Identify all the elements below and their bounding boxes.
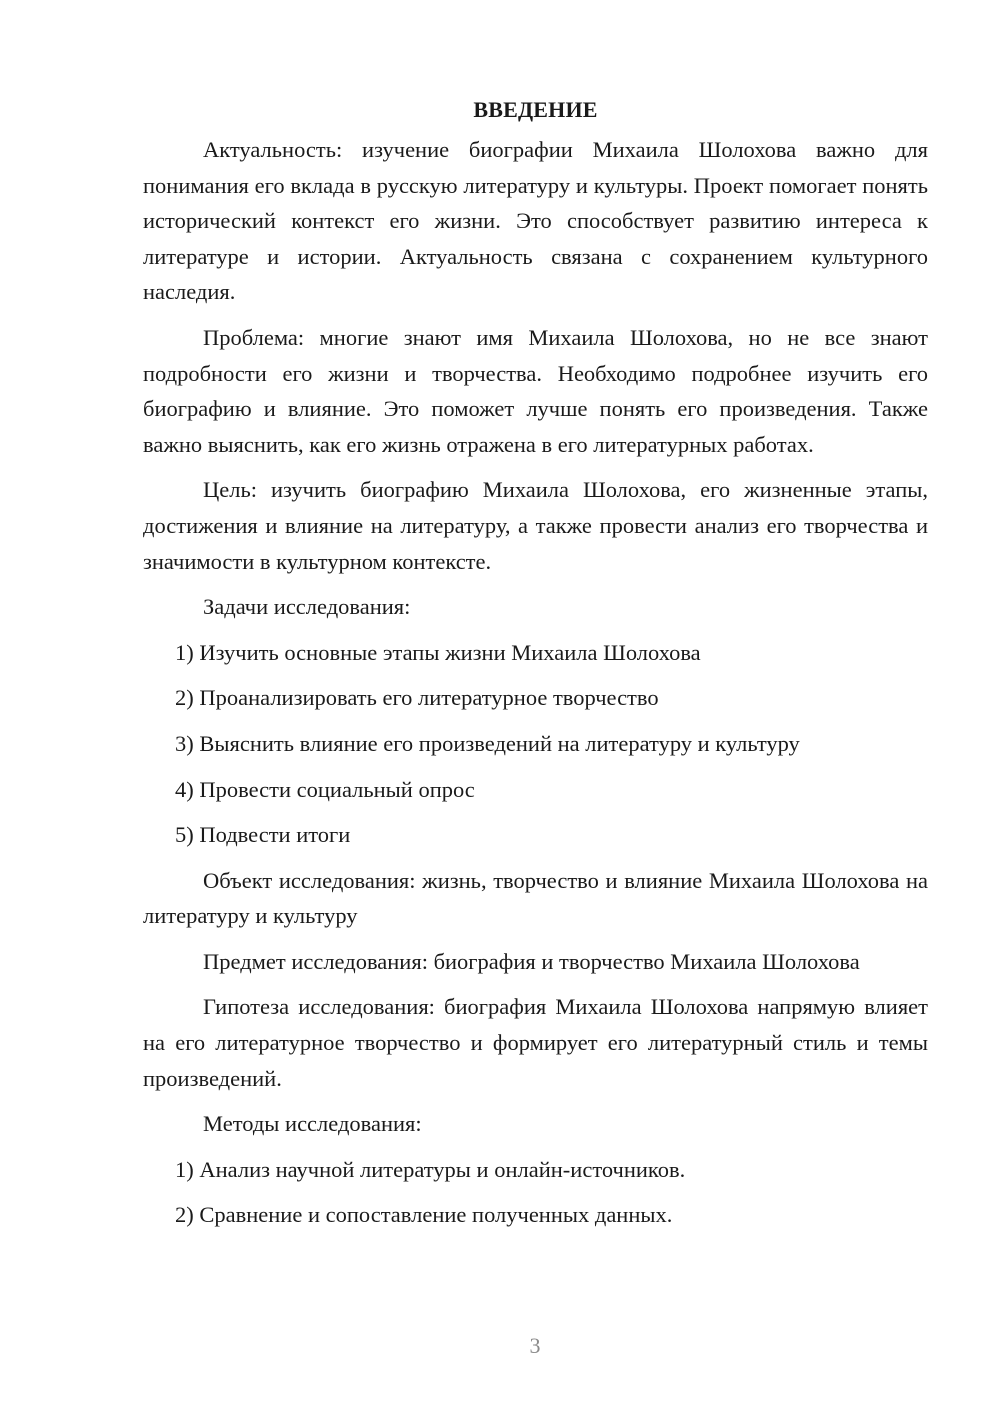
goal-paragraph: Цель: изучить биографию Михаила Шолохова, его жизненные этапы, достижения и влияние на литературу, а также провести анализ его творчества и значимости в культурном контексте. — [143, 477, 928, 574]
tasks-list — [143, 635, 928, 853]
list-item: 5) Подвести итоги — [175, 822, 351, 848]
object-paragraph: Объект исследования: жизнь, творчество и влияние Михаила Шолохова на литературу и культуру — [143, 867, 928, 929]
page-number: 3 — [529, 1333, 541, 1358]
tasks-heading: Задачи исследования: — [203, 594, 411, 620]
list-item: 2) Проанализировать его литературное творчество — [175, 685, 659, 711]
hypothesis-paragraph: Гипотеза исследования: биография Михаила Шолохова напрямую влияет на его литературное творчество и формирует его литературный стиль и темы произведений. — [143, 994, 928, 1091]
methods-list — [143, 1152, 928, 1233]
list-item: 2) Сравнение и сопоставление полученных данных. — [175, 1202, 673, 1228]
document-page — [143, 92, 928, 1243]
list-item: 1) Анализ научной литературы и онлайн-источников. — [175, 1156, 686, 1182]
list-item: 4) Провести социальный опрос — [175, 776, 475, 802]
problem-paragraph: Проблема: многие знают имя Михаила Шолохова, но не все знают подробности его жизни и творчества. Необходимо подробнее изучить его биографию и влияние. Это поможет лучше понять его произведения. Также важно выяснить, как его жизнь отражена в его литературных работах. — [143, 324, 928, 457]
methods-heading: Методы исследования: — [203, 1111, 422, 1137]
relevance-paragraph: Актуальность: изучение биографии Михаила Шолохова важно для понимания его вклада в русскую литературу и культуры. Проект помогает понять исторический контекст его жизни. Это способствует развитию интереса к литературе и истории. Актуальность связана с сохранением культурного наследия. — [143, 137, 928, 305]
list-item: 3) Выяснить влияние его произведений на литературу и культуру — [175, 730, 800, 756]
list-item: 1) Изучить основные этапы жизни Михаила Шолохова — [175, 639, 701, 665]
page-title: ВВЕДЕНИЕ — [473, 97, 598, 122]
subject-paragraph: Предмет исследования: биография и творчество Михаила Шолохова — [203, 948, 860, 974]
